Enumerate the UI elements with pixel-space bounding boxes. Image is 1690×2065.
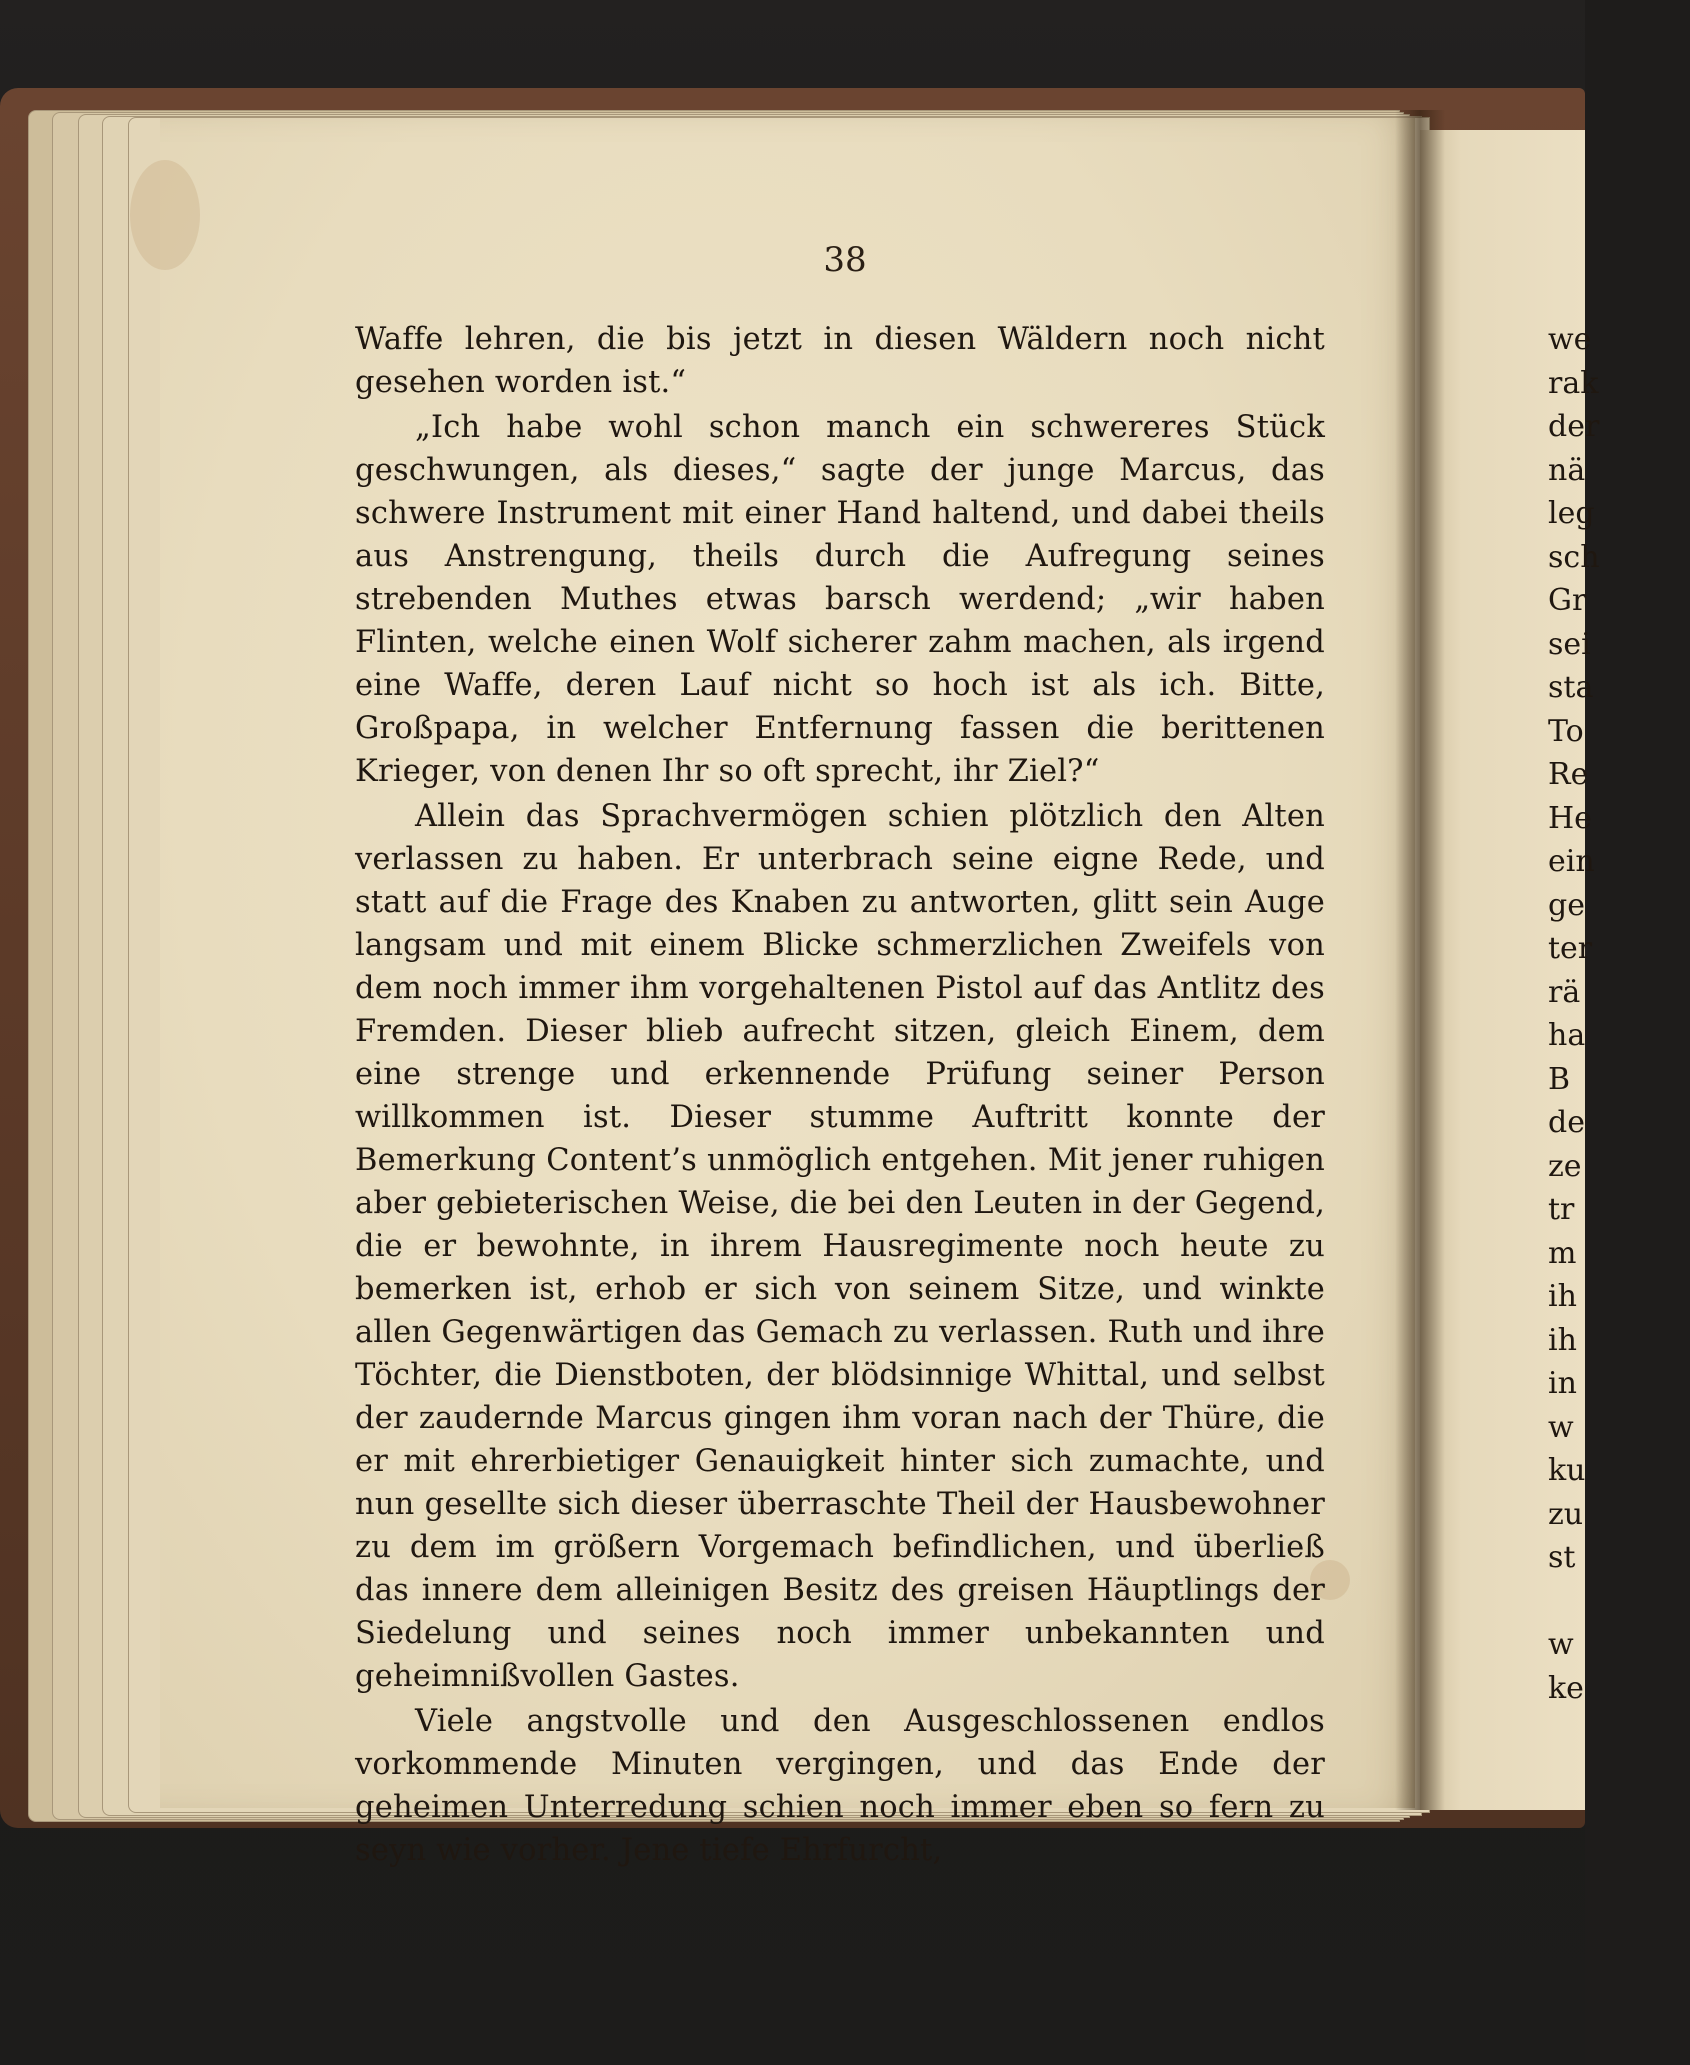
facing-fragment	[1548, 1580, 1600, 1624]
page-number: 38	[823, 240, 867, 280]
facing-fragment: in	[1548, 1366, 1577, 1401]
facing-fragment: de	[1548, 1105, 1585, 1140]
paragraph: Waffe lehren, die bis jetzt in diesen Wäldern noch nicht gesehen worden ist.“	[355, 322, 1325, 400]
page-text	[355, 318, 1325, 1874]
paragraph: Viele angstvolle und den Ausgeschlossenen endlos vorkommende Minuten vergingen, und das Ende der geheimen Unterredung schien noch immer eben so fern zu seyn wie vorher. Jene tiefe Ehrfurcht,	[355, 1704, 1325, 1868]
facing-fragment: ge	[1548, 887, 1585, 923]
facing-fragment: B	[1548, 1061, 1571, 1097]
facing-fragment: He	[1548, 800, 1592, 836]
facing-fragment: rä	[1548, 974, 1581, 1010]
facing-fragment: zu	[1548, 1496, 1584, 1532]
facing-fragment: m	[1548, 1235, 1577, 1271]
facing-fragment: leg	[1548, 496, 1595, 531]
facing-fragment: ze	[1548, 1148, 1582, 1184]
facing-fragment: ku	[1548, 1453, 1586, 1488]
facing-fragment: ein	[1548, 844, 1595, 879]
facing-fragment: st	[1548, 1540, 1576, 1575]
facing-fragment: nä	[1548, 452, 1586, 488]
facing-fragment: ter	[1548, 931, 1593, 966]
facing-fragment: Re	[1548, 757, 1589, 792]
spine-shadow	[1395, 110, 1445, 1810]
facing-fragment: ih	[1548, 1322, 1577, 1358]
facing-fragment: we	[1548, 322, 1592, 357]
facing-fragment: tr	[1548, 1192, 1575, 1227]
facing-fragment: w	[1548, 1627, 1574, 1662]
facing-fragment: Gr	[1548, 583, 1587, 618]
facing-fragment: w	[1548, 1409, 1574, 1445]
facing-fragment: rak	[1548, 365, 1599, 401]
paragraph: „Ich habe wohl schon manch ein schwereres Stück geschwungen, als dieses,“ sagte der junge Marcus, das schwere Instrument mit einer Hand haltend, und dabei theils aus Anstrengung, theils durch die Aufregung seines strebenden Muthes etwas barsch werdend; „wir haben Flinten, welche einen Wolf sicherer zahm machen, als irgend eine Waffe, deren Lauf nicht so hoch ist als ich. Bitte, Großpapa, in welcher Entfernung fassen die berittenen Krieger, von denen Ihr so oft sprecht, ihr Ziel?“	[355, 410, 1325, 789]
facing-fragment: sta	[1548, 670, 1594, 705]
facing-fragment: To	[1548, 713, 1584, 749]
facing-page-text	[1548, 318, 1600, 1710]
facing-fragment: ih	[1548, 1279, 1577, 1314]
facing-fragment: sei	[1548, 626, 1591, 662]
facing-fragment: ke	[1548, 1670, 1584, 1706]
facing-fragment: der	[1548, 409, 1600, 444]
facing-fragment: ha	[1548, 1018, 1586, 1053]
facing-fragment: sch	[1548, 539, 1600, 575]
paragraph: Allein das Sprachvermögen schien plötzlich den Alten verlassen zu haben. Er unterbrach seine eigne Rede, und statt auf die Frage des Knaben zu antworten, glitt sein Auge langsam und mit einem Blicke schmerzlichen Zweifels von dem noch immer ihm vorgehaltenen Pistol auf das Antlitz des Fremden. Dieser blieb aufrecht sitzen, gleich Einem, dem eine strenge und erkennende Prüfung seiner Person willkommen ist. Dieser stumme Auftritt konnte der Bemerkung Content’s unmöglich entgehen. Mit jener ruhigen aber gebieterischen Weise, die bei den Leuten in der Gegend, die er bewohnte, in ihrem Hausregimente noch heute zu bemerken ist, erhob er sich von seinem Sitze, und winkte allen Gegenwärtigen das Gemach zu verlassen. Ruth und ihre Töchter, die Dienstboten, der blödsinnige Whittal, und selbst der zaudernde Marcus gingen ihm voran nach der Thüre, die er mit ehrerbietiger Genauigkeit hinter sich zumachte, und nun gesellte sich dieser überraschte Theil der Hausbewohner zu dem im größern Vorgemach befindlichen, und überließ das innere dem alleinigen Besitz des greisen Häuptlings der Siedelung und seines noch immer unbekannten und geheimnißvollen Gastes.	[355, 799, 1325, 1694]
